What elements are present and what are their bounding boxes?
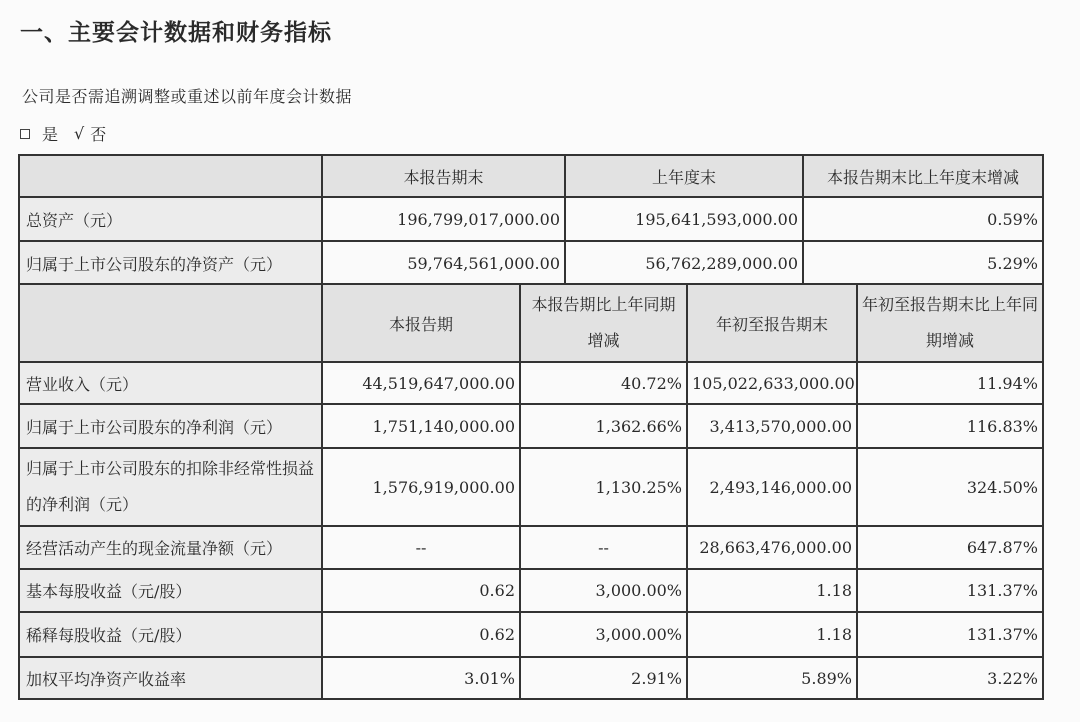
value-cell: 1,130.25% xyxy=(520,448,687,526)
row-label: 归属于上市公司股东的扣除非经常性损益的净利润（元） xyxy=(19,448,322,526)
value-cell: 1,362.66% xyxy=(520,404,687,448)
value-cell: 3.22% xyxy=(857,657,1043,699)
value-cell: 3,000.00% xyxy=(520,612,687,657)
value-cell: 5.29% xyxy=(803,241,1043,285)
checkbox-icon[interactable] xyxy=(20,129,30,139)
value-cell: -- xyxy=(520,526,687,569)
value-cell: 1,576,919,000.00 xyxy=(322,448,520,526)
header-blank xyxy=(19,284,322,362)
header-cell: 年初至报告期末 xyxy=(687,284,857,362)
value-cell: 324.50% xyxy=(857,448,1043,526)
balance-table xyxy=(18,154,1044,286)
income-table xyxy=(18,283,1044,700)
header-cell: 上年度末 xyxy=(565,155,803,197)
header-cell: 本报告期比上年同期增减 xyxy=(520,284,687,362)
value-cell: 5.89% xyxy=(687,657,857,699)
table-header-row xyxy=(19,284,1043,362)
table-row xyxy=(19,241,1043,285)
value-cell: 131.37% xyxy=(857,612,1043,657)
value-cell: 11.94% xyxy=(857,362,1043,404)
value-cell: 1,751,140,000.00 xyxy=(322,404,520,448)
restate-question: 公司是否需追溯调整或重述以前年度会计数据 xyxy=(22,87,353,106)
value-cell: 2.91% xyxy=(520,657,687,699)
table-header-row xyxy=(19,155,1043,197)
header-blank xyxy=(19,155,322,197)
value-cell: 105,022,633,000.00 xyxy=(687,362,857,404)
restate-options xyxy=(20,122,106,145)
value-cell: -- xyxy=(322,526,520,569)
value-cell: 0.62 xyxy=(322,612,520,657)
option-no: 否 xyxy=(90,125,107,144)
table-row xyxy=(19,569,1043,612)
value-cell: 196,799,017,000.00 xyxy=(322,197,565,241)
value-cell: 3.01% xyxy=(322,657,520,699)
value-cell: 116.83% xyxy=(857,404,1043,448)
row-label: 加权平均净资产收益率 xyxy=(19,657,322,699)
value-cell: 3,000.00% xyxy=(520,569,687,612)
header-cell: 本报告期末比上年度末增减 xyxy=(803,155,1043,197)
value-cell: 56,762,289,000.00 xyxy=(565,241,803,285)
value-cell: 3,413,570,000.00 xyxy=(687,404,857,448)
value-cell: 195,641,593,000.00 xyxy=(565,197,803,241)
value-cell: 131.37% xyxy=(857,569,1043,612)
value-cell: 0.62 xyxy=(322,569,520,612)
value-cell: 2,493,146,000.00 xyxy=(687,448,857,526)
table-row xyxy=(19,404,1043,448)
header-cell: 年初至报告期末比上年同期增减 xyxy=(857,284,1043,362)
check-mark-icon: √ xyxy=(74,124,85,143)
value-cell: 1.18 xyxy=(687,612,857,657)
value-cell: 44,519,647,000.00 xyxy=(322,362,520,404)
table-row xyxy=(19,526,1043,569)
value-cell: 647.87% xyxy=(857,526,1043,569)
value-cell: 1.18 xyxy=(687,569,857,612)
table-row xyxy=(19,657,1043,699)
header-cell: 本报告期末 xyxy=(322,155,565,197)
table-row xyxy=(19,197,1043,241)
table-row xyxy=(19,362,1043,404)
row-label: 总资产（元） xyxy=(19,197,322,241)
header-cell: 本报告期 xyxy=(322,284,520,362)
option-yes: 是 xyxy=(42,125,59,144)
row-label: 归属于上市公司股东的净资产（元） xyxy=(19,241,322,285)
row-label: 归属于上市公司股东的净利润（元） xyxy=(19,404,322,448)
page-title: 一、主要会计数据和财务指标 xyxy=(20,20,332,46)
value-cell: 40.72% xyxy=(520,362,687,404)
row-label: 稀释每股收益（元/股） xyxy=(19,612,322,657)
value-cell: 28,663,476,000.00 xyxy=(687,526,857,569)
table-row xyxy=(19,448,1043,526)
table-row xyxy=(19,612,1043,657)
row-label: 基本每股收益（元/股） xyxy=(19,569,322,612)
row-label: 经营活动产生的现金流量净额（元） xyxy=(19,526,322,569)
value-cell: 0.59% xyxy=(803,197,1043,241)
value-cell: 59,764,561,000.00 xyxy=(322,241,565,285)
row-label: 营业收入（元） xyxy=(19,362,322,404)
